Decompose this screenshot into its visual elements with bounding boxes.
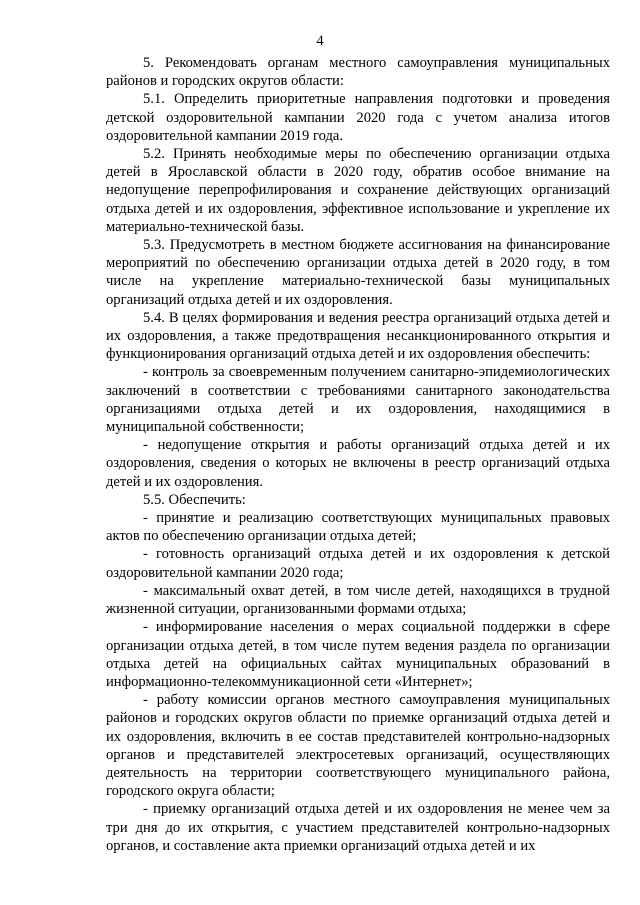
list-item: - контроль за своевременным получением санитарно-эпидемиологических заключений в соответствии с требованиями санитарного законодательства организациями отдыха детей и их оздоровления, находящимися в муниципальной собственности; xyxy=(106,364,610,436)
list-item: - недопущение открытия и работы организаций отдыха детей и их оздоровления, сведения о которых не включены в реестр организаций отдыха детей и их оздоровления. xyxy=(106,437,610,490)
list-item: - работу комиссии органов местного самоуправления муниципальных районов и городских округов области по приемке организаций отдыха детей и их оздоровления, включить в ее состав представителей контрольно-надзорных органов и представителей электросетевых организаций, осуществляющих деятельность на территории соответствующего муниципального района, городского округа области; xyxy=(106,692,610,800)
paragraph-5-3: 5.3. Предусмотреть в местном бюджете ассигнования на финансирование мероприятий по обеспечению организации отдыха детей в 2020 году, в том числе на укрепление материально-технической базы муниципальных организаций отдыха детей и их оздоровления. xyxy=(106,237,610,308)
list-item: - принятие и реализацию соответствующих муниципальных правовых актов по обеспечению организации отдыха детей; xyxy=(106,510,610,545)
paragraph-5-1: 5.1. Определить приоритетные направления подготовки и проведения детской оздоровительной кампании 2020 года с учетом анализа итогов оздоровительной кампании 2019 года. xyxy=(106,91,610,144)
paragraph-5-4: 5.4. В целях формирования и ведения реестра организаций отдыха детей и их оздоровления, а также предотвращения несанкционированного открытия и функционирования организаций отдыха детей и их оздоровления обеспечить: xyxy=(106,309,610,363)
page-number: 4 xyxy=(316,33,324,49)
list-item: - информирование населения о мерах социальной поддержки в сфере организации отдыха детей, в том числе путем ведения раздела по организации отдыха детей на официальных сайтах муниципальных образований в информационно-телекоммуникационной сети «Интернет»; xyxy=(106,619,610,690)
list-item: - приемку организаций отдыха детей и их оздоровления не менее чем за три дня до их открытия, с участием представителей контрольно-надзорных органов, и составление акта приемки организаций отдыха детей и их xyxy=(106,801,610,854)
paragraph-5-5: 5.5. Обеспечить: xyxy=(143,491,246,508)
paragraph-5-2: 5.2. Принять необходимые меры по обеспечению организации отдыха детей в Ярославской области в 2020 году, обратив особое внимание на недопущение перепрофилирования и сохранение действующих организаций отдыха детей и их оздоровления, эффективное использование и укрепление их материально-технической базы. xyxy=(106,146,610,235)
paragraph-5: 5. Рекомендовать органам местного самоуправления муниципальных районов и городских округов области: xyxy=(106,55,610,90)
list-item: - готовность организаций отдыха детей и их оздоровления к детской оздоровительной кампании 2020 года; xyxy=(106,546,610,581)
document-body xyxy=(106,54,610,855)
list-item: - максимальный охват детей, в том числе детей, находящихся в трудной жизненной ситуации, организованными формами отдыха; xyxy=(106,582,610,618)
